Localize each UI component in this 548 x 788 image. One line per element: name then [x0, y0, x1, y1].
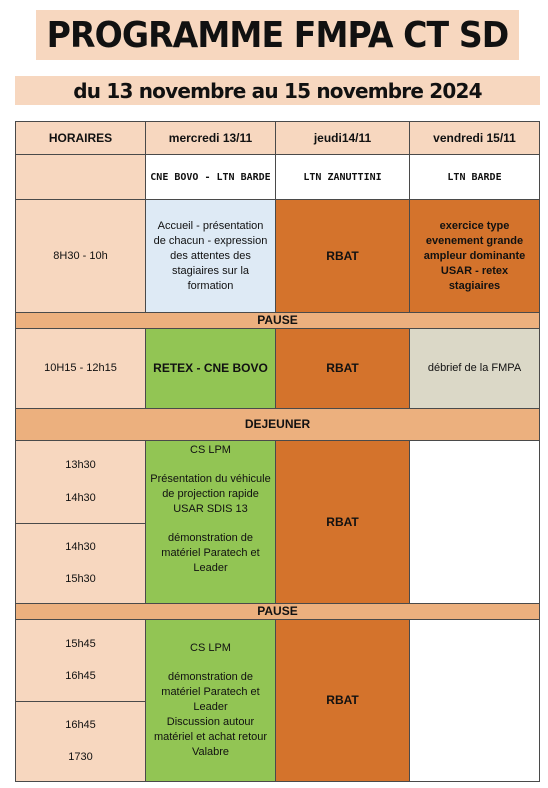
slot4-mercredi-discussion: Discussion autour matériel et achat retour Valabre [153, 716, 268, 758]
time-slot-3a-start: 13h30 [65, 459, 96, 471]
slot1-vendredi-activity: exercice type evenement grande ampleur dominante USAR - retex stagiaires [409, 199, 540, 313]
trainer-jeudi: LTN ZANUTTINI [275, 154, 410, 200]
trainer-vendredi: LTN BARDE [409, 154, 540, 200]
slot2-vendredi-activity: débrief de la FMPA [409, 328, 540, 409]
slot4-vendredi-activity [409, 619, 540, 782]
slot2-jeudi-activity: RBAT [275, 328, 410, 409]
slot3-mercredi-presentation: Présentation du véhicule de projection rapide USAR SDIS 13 [150, 473, 271, 515]
pause-band-2: PAUSE [15, 603, 540, 620]
slot3-mercredi-demonstration: démonstration de matériel Paratech et Leader [161, 532, 260, 574]
time-slot-4b-start: 16h45 [65, 719, 96, 732]
pause-band-1: PAUSE [15, 312, 540, 329]
header-horaires: HORAIRES [15, 121, 146, 155]
header-vendredi: vendredi 15/11 [409, 121, 540, 155]
time-slot-3a [15, 440, 146, 524]
slot4-mercredi-heading: CS LPM [190, 642, 231, 654]
time-slot-3b [15, 523, 146, 604]
slot1-mercredi-activity: Accueil - présentation de chacun - expression des attentes des stagiaires sur la formation [145, 199, 276, 313]
slot4-jeudi-activity: RBAT [275, 619, 410, 782]
slot1-jeudi-activity: RBAT [275, 199, 410, 313]
slot4-mercredi-demonstration: démonstration de matériel Paratech et Leader [161, 671, 260, 713]
date-range-subtitle: du 13 novembre au 15 novembre 2024 [15, 76, 540, 105]
time-slot-3a-end: 14h30 [65, 492, 96, 504]
slot3-mercredi-heading: CS LPM [190, 444, 231, 456]
slot3-jeudi-activity: RBAT [275, 440, 410, 604]
lunch-band: DEJEUNER [15, 408, 540, 441]
trainer-row-label [15, 154, 146, 200]
header-mercredi: mercredi 13/11 [145, 121, 276, 155]
time-slot-4a [15, 619, 146, 702]
slot3-mercredi-activity [145, 440, 276, 604]
time-slot-4b-end: 1730 [68, 750, 93, 763]
slot3-vendredi-activity [409, 440, 540, 604]
header-jeudi: jeudi14/11 [275, 121, 410, 155]
time-slot-3b-end: 15h30 [65, 572, 96, 585]
time-slot-4a-start: 15h45 [65, 637, 96, 650]
time-slot-4b [15, 701, 146, 782]
slot4-mercredi-activity [145, 619, 276, 782]
time-slot-4a-end: 16h45 [65, 670, 96, 683]
time-slot-1: 8H30 - 10h [15, 199, 146, 313]
slot2-mercredi-activity: RETEX - CNE BOVO [145, 328, 276, 409]
time-slot-3b-start: 14h30 [65, 541, 96, 554]
time-slot-2: 10H15 - 12h15 [15, 328, 146, 409]
page-title: PROGRAMME FMPA CT SD [36, 10, 519, 60]
trainer-mercredi: CNE BOVO - LTN BARDE [145, 154, 276, 200]
